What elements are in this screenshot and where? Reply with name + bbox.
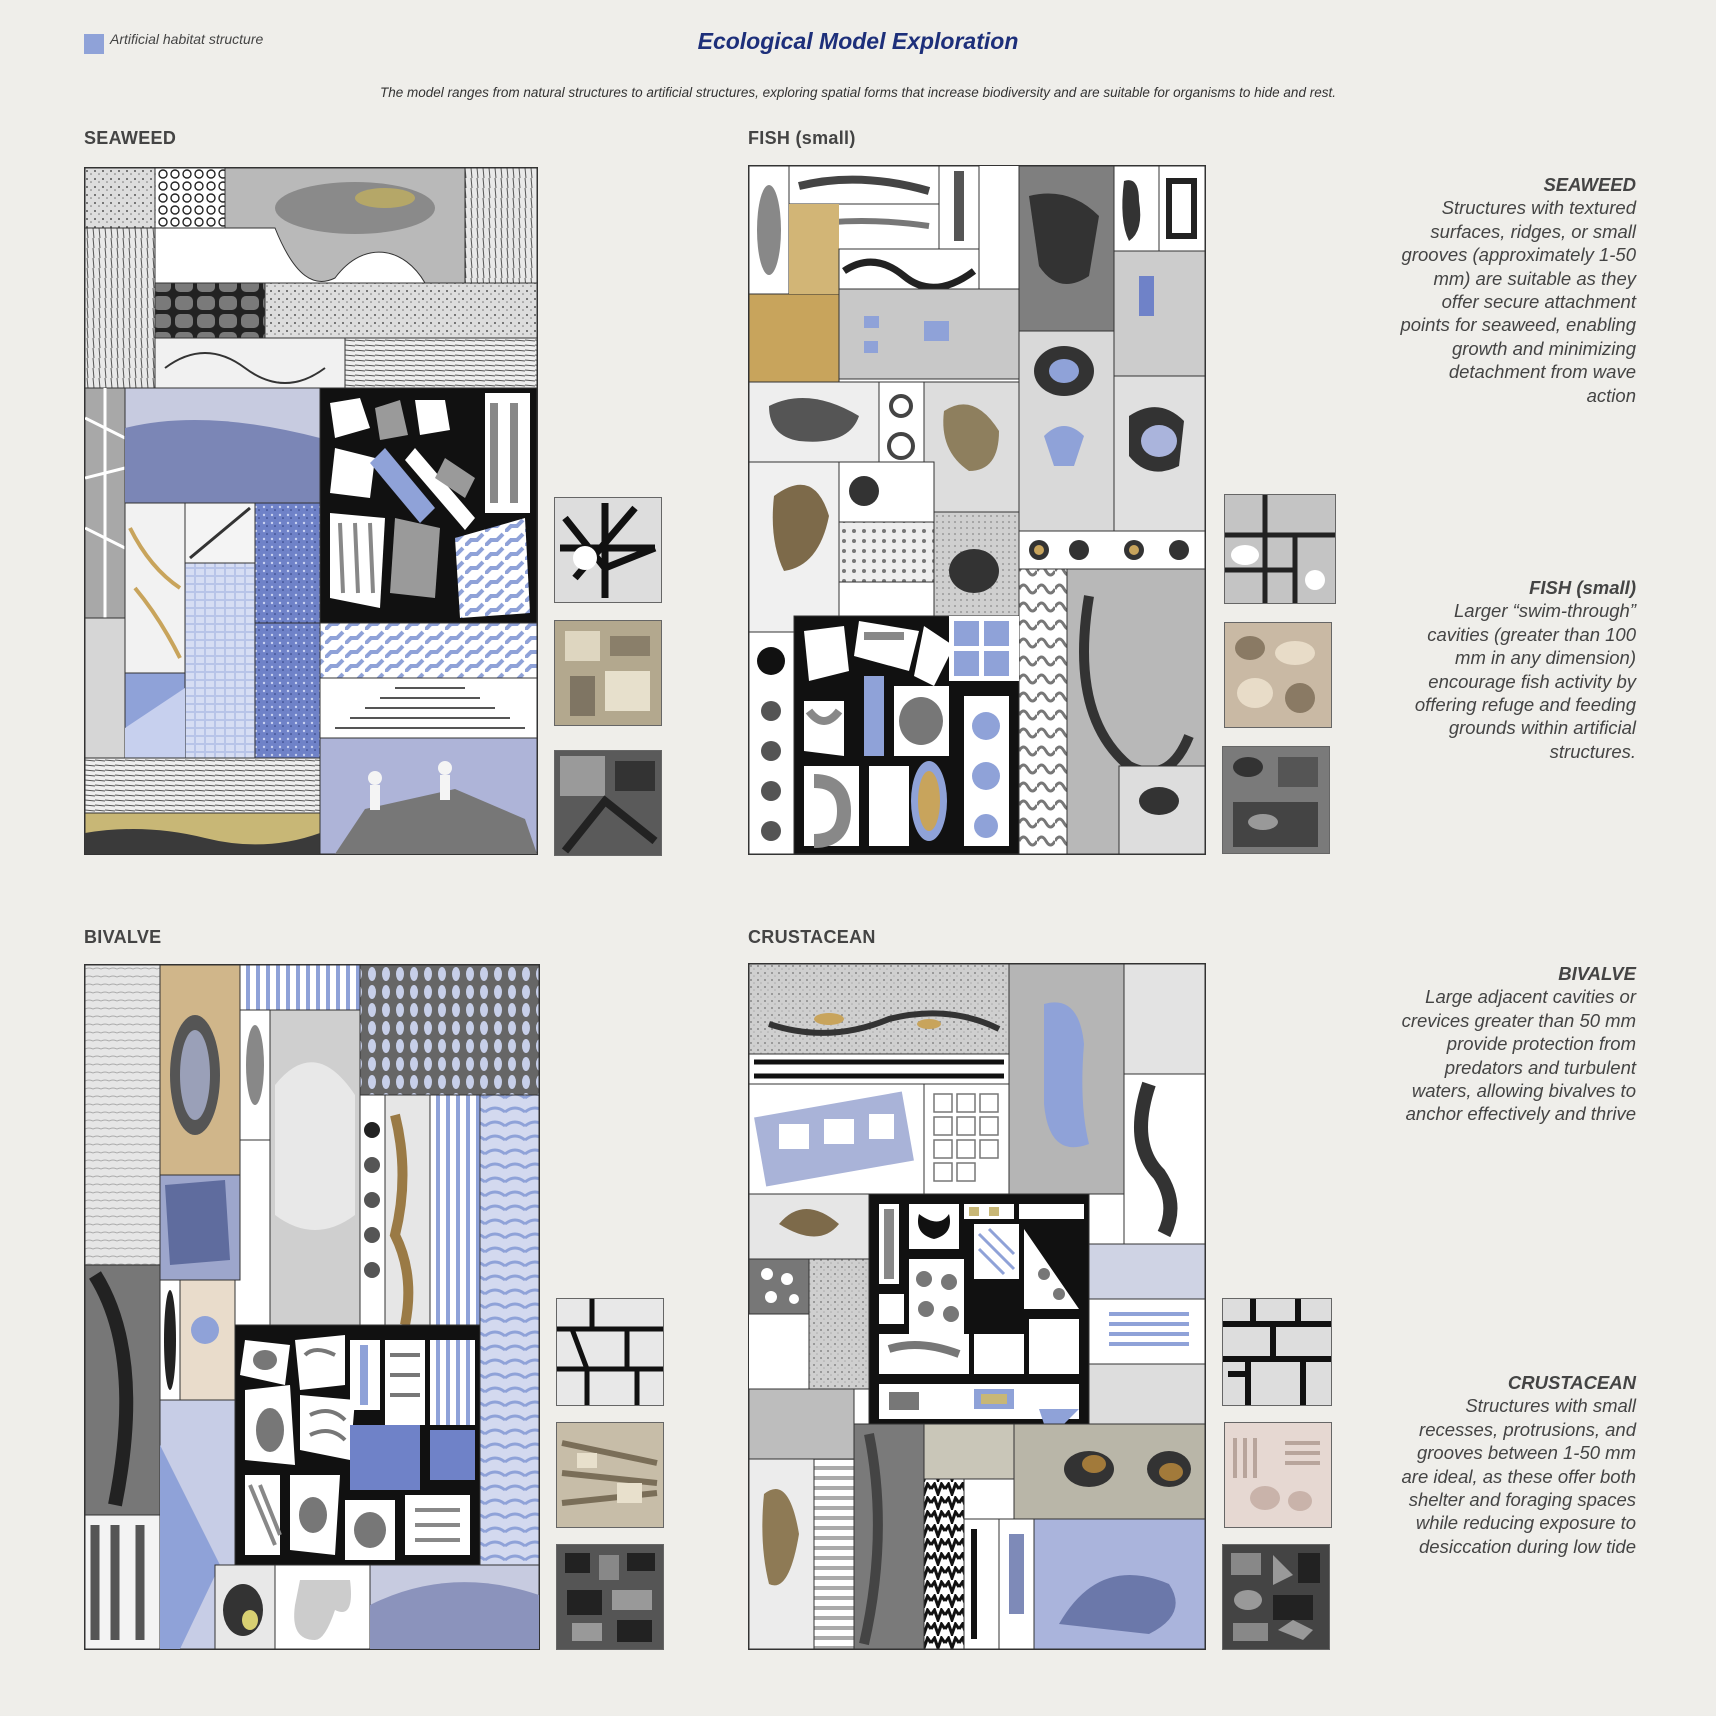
crustacean-description-title: CRUSTACEAN: [1507, 1372, 1636, 1393]
seaweed-model-photo-3: [554, 750, 662, 856]
section-title-crustacean: CRUSTACEAN: [748, 927, 876, 947]
bivalve-model-photo-1: [556, 1298, 664, 1406]
fish-description-text: Larger “swim-through” cavities (greater than 100 mm in any dimension) encourage fish activity by offering refuge and feeding grounds within artificial structures.: [1414, 600, 1636, 762]
section-title-seaweed: SEAWEED: [84, 128, 177, 148]
seaweed-description: [1396, 173, 1636, 407]
bivalve-description-title: BIVALVE: [1558, 963, 1636, 984]
fish-model-photo-3: [1222, 746, 1330, 854]
bivalve-model-photo-3: [556, 1544, 664, 1650]
section-title-fish: FISH (small): [748, 128, 856, 148]
seaweed-model-photo-1: [554, 497, 662, 603]
bivalve-description-text: Large adjacent cavities or crevices greater than 50 mm provide protection from predators and turbulent waters, allowing bivalves to anchor effectively and thrive: [1401, 986, 1636, 1125]
crustacean-model-photo-3: [1222, 1544, 1330, 1650]
page-subtitle: The model ranges from natural structures to artificial structures, exploring spatial forms that increase biodiversity and are suitable for organisms to hide and rest.: [380, 85, 1336, 100]
seaweed-collage: [84, 167, 538, 855]
crustacean-model-photo-2: [1224, 1422, 1332, 1528]
bivalve-description: [1396, 962, 1636, 1126]
bivalve-model-photo-2: [556, 1422, 664, 1528]
fish-model-photo-1: [1224, 494, 1336, 604]
fish-collage: [748, 165, 1206, 855]
fish-model-photo-2: [1224, 622, 1332, 728]
seaweed-model-photo-2: [554, 620, 662, 726]
seaweed-description-text: Structures with textured surfaces, ridges, or small grooves (approximately 1-50 mm) are suitable as they offer secure attachment points for seaweed, enabling growth and minimizing detachment from wave action: [1400, 197, 1636, 406]
crustacean-model-photo-1: [1222, 1298, 1332, 1406]
crustacean-description: [1396, 1371, 1636, 1558]
crustacean-collage: [748, 963, 1206, 1650]
section-title-bivalve: BIVALVE: [84, 927, 162, 947]
legend-label: Artificial habitat structure: [110, 31, 264, 47]
crustacean-description-text: Structures with small recesses, protrusions, and grooves between 1-50 mm are ideal, as these offer both shelter and foraging spaces while reducing exposure to desiccation during low tide: [1401, 1395, 1636, 1557]
fish-description-title: FISH (small): [1529, 577, 1636, 598]
bivalve-collage: [84, 964, 540, 1650]
page-title: Ecological Model Exploration: [697, 28, 1019, 54]
seaweed-description-title: SEAWEED: [1543, 174, 1636, 195]
fish-description: [1396, 576, 1636, 763]
